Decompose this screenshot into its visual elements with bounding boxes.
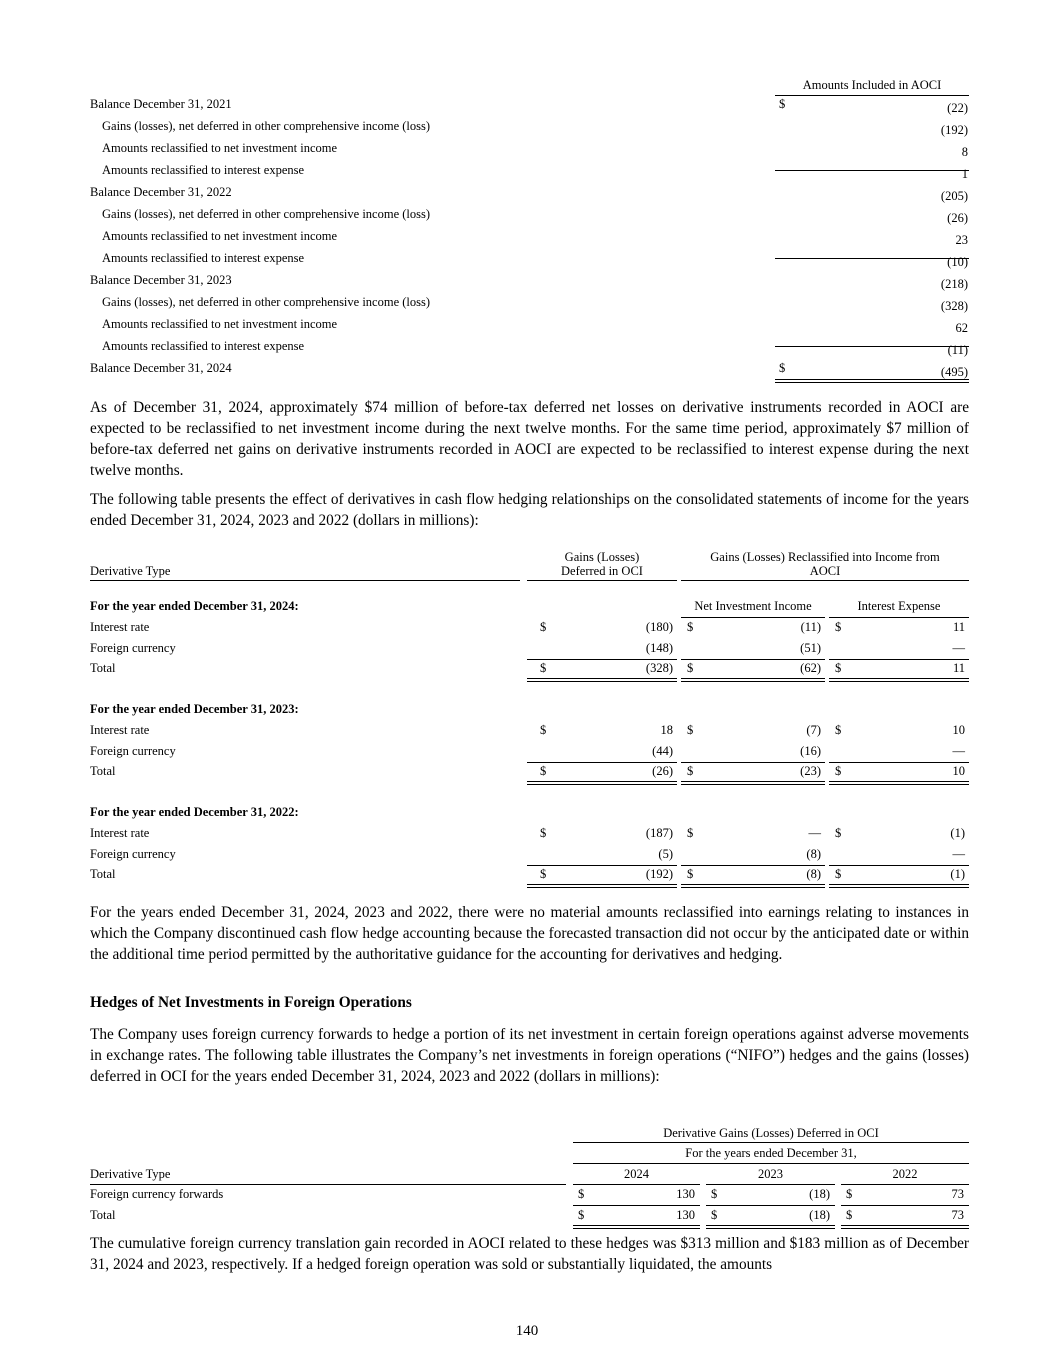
cell-value: (180) xyxy=(645,620,673,634)
row-label: Gains (losses), net deferred in other comprehensive income (loss) xyxy=(102,207,431,221)
row-value: 1 xyxy=(961,167,968,181)
row-label: Interest rate xyxy=(90,826,150,840)
aoci-header: Amounts Included in AOCI xyxy=(802,78,942,92)
row-label: Total xyxy=(90,764,116,778)
row-label: Balance December 31, 2023 xyxy=(90,273,232,287)
year-header: 2024 xyxy=(624,1167,649,1181)
divider xyxy=(681,617,825,618)
dollar-sign: $ xyxy=(779,97,786,111)
section-title: For the year ended December 31, 2024: xyxy=(90,599,299,613)
divider xyxy=(681,580,969,581)
subtotal-line xyxy=(775,170,969,171)
cell-value: (16) xyxy=(800,743,821,758)
subtotal-line xyxy=(775,346,969,347)
row-label: Interest rate xyxy=(90,620,150,634)
total-line xyxy=(681,865,825,866)
col-header: Gains (Losses) xyxy=(564,550,640,564)
divider xyxy=(90,580,520,581)
dollar-sign: $ xyxy=(540,826,547,840)
total-line xyxy=(841,1205,969,1206)
row-label: Amounts reclassified to interest expense xyxy=(102,163,305,177)
cell-value: 18 xyxy=(660,723,673,737)
dollar-sign: $ xyxy=(835,723,842,737)
cell-value: (192) xyxy=(645,867,673,881)
row-label: Gains (losses), net deferred in other comprehensive income (loss) xyxy=(102,119,431,133)
cell-value: (51) xyxy=(800,640,821,655)
dollar-sign: $ xyxy=(846,1187,853,1201)
dollar-sign: $ xyxy=(835,867,842,881)
cell-value: 130 xyxy=(676,1208,695,1222)
double-underline xyxy=(527,678,677,682)
cell-value: (44) xyxy=(652,743,673,758)
paragraph-cumulative: The cumulative foreign currency translation gain recorded in AOCI related to these hedges was $313 million and $183 million as of December 31, 2024 and 2023, respectively. If a hedged foreign operation was sold or substantially liquidated, the amounts xyxy=(90,1235,969,1273)
cell-value: (328) xyxy=(645,661,673,675)
section-heading: Hedges of Net Investments in Foreign Operations xyxy=(90,994,412,1011)
section-title: For the year ended December 31, 2022: xyxy=(90,805,299,819)
total-line xyxy=(527,762,677,763)
divider xyxy=(573,1184,700,1185)
dollar-sign: $ xyxy=(578,1208,585,1222)
col-header: Gains (Losses) Reclassified into Income from xyxy=(710,550,940,564)
row-value: (22) xyxy=(947,101,968,115)
row-value: (11) xyxy=(947,343,968,357)
row-label: Gains (losses), net deferred in other comprehensive income (loss) xyxy=(102,295,431,309)
dollar-sign: $ xyxy=(711,1187,718,1201)
row-label: Foreign currency xyxy=(90,640,176,655)
double-underline xyxy=(527,781,677,785)
row-label: Amounts reclassified to net investment income xyxy=(102,317,338,331)
subheader: Net Investment Income xyxy=(694,599,812,613)
row-value: (328) xyxy=(940,299,968,313)
paragraph-discontinued: For the years ended December 31, 2024, 2023 and 2022, there were no material amounts reclassified into earnings relating to instances in which the Company discontinued cash flow hedge accounting because the forecasted transaction did not occur by the anticipated date or within the additional time period permitted by the authoritative guidance for the accounting for derivatives and hedging. xyxy=(90,904,969,963)
dollar-sign: $ xyxy=(835,661,842,675)
cell-value: (18) xyxy=(809,1187,830,1201)
paragraph-aoci-reclass: As of December 31, 2024, approximately $74 million of before-tax deferred net losses on derivative instruments recorded in AOCI are expected to be reclassified to net investment income during the next twelve months. For the same time period, approximately $7 million of before-tax deferred net gains on derivative instruments recorded in AOCI are expected to be reclassified to interest expense during the next twelve months. xyxy=(90,399,969,479)
cell-value: (187) xyxy=(645,826,673,840)
dollar-sign: $ xyxy=(687,661,694,675)
cell-value: (8) xyxy=(806,867,821,881)
divider xyxy=(706,1184,835,1185)
row-label: Amounts reclassified to net investment income xyxy=(102,141,338,155)
row-label: Foreign currency xyxy=(90,743,176,758)
cell-value: (26) xyxy=(652,764,673,778)
row-label: Amounts reclassified to net investment income xyxy=(102,229,338,243)
cell-value: (62) xyxy=(800,661,821,675)
dollar-sign: $ xyxy=(540,661,547,675)
cell-value: 73 xyxy=(951,1187,964,1201)
row-value: (495) xyxy=(940,365,968,379)
cell-value: 10 xyxy=(952,723,965,737)
dollar-sign: $ xyxy=(687,867,694,881)
row-value: 8 xyxy=(961,145,968,159)
double-underline xyxy=(706,1225,835,1229)
table-header: Derivative Gains (Losses) Deferred in OCI xyxy=(663,1126,879,1140)
double-underline xyxy=(829,884,969,888)
cell-value: (11) xyxy=(800,620,821,634)
col-header: AOCI xyxy=(809,564,841,578)
dollar-sign: $ xyxy=(540,723,547,737)
double-underline xyxy=(841,1225,969,1229)
divider xyxy=(90,1184,566,1185)
row-label: Amounts reclassified to interest expense xyxy=(102,251,305,265)
double-underline xyxy=(775,379,969,383)
double-underline xyxy=(527,884,677,888)
row-value: (205) xyxy=(940,189,968,203)
paragraph-nifo-intro: The Company uses foreign currency forwards to hedge a portion of its net investment in certain foreign operations against adverse movements in exchange rates. The following table illustrates the Company’s net investments in foreign operations (“NIFO”) hedges and the gains (losses) deferred in OCI for the years ended December 31, 2024, 2023 and 2022 (dollars in millions): xyxy=(90,1026,969,1085)
cell-value: 10 xyxy=(952,764,965,778)
row-label: Foreign currency xyxy=(90,846,176,861)
total-line xyxy=(829,865,969,866)
cell-value: 11 xyxy=(952,620,965,634)
paragraph-cf-intro: The following table presents the effect of derivatives in cash flow hedging relationships on the consolidated statements of income for the years ended December 31, 2024, 2023 and 2022 (dollars in millions): xyxy=(90,491,969,529)
col-header: Deferred in OCI xyxy=(561,564,643,578)
row-label: Total xyxy=(90,867,116,881)
dollar-sign: $ xyxy=(835,764,842,778)
cell-value: 73 xyxy=(951,1208,964,1222)
row-value: (192) xyxy=(940,123,968,137)
row-value: 62 xyxy=(955,321,968,335)
total-line xyxy=(573,1205,700,1206)
total-line xyxy=(681,762,825,763)
cell-value: — xyxy=(952,846,965,861)
section-title: For the year ended December 31, 2023: xyxy=(90,702,299,716)
row-value: (26) xyxy=(947,211,968,225)
cell-value: (1) xyxy=(950,826,965,840)
page-number: 140 xyxy=(515,1323,539,1339)
row-label: Balance December 31, 2024 xyxy=(90,361,232,375)
col-header: Derivative Type xyxy=(90,564,171,578)
dollar-sign: $ xyxy=(540,764,547,778)
row-label: Amounts reclassified to interest expense xyxy=(102,339,305,353)
row-label: Interest rate xyxy=(90,723,150,737)
dollar-sign: $ xyxy=(835,620,842,634)
cell-value: — xyxy=(808,826,821,840)
total-line xyxy=(527,659,677,660)
total-line xyxy=(829,762,969,763)
row-label: Total xyxy=(90,661,116,675)
row-label: Foreign currency forwards xyxy=(90,1187,224,1201)
dollar-sign: $ xyxy=(687,723,694,737)
row-value: 23 xyxy=(955,233,968,247)
row-value: (218) xyxy=(940,277,968,291)
double-underline xyxy=(681,781,825,785)
divider xyxy=(527,580,677,581)
total-line xyxy=(681,659,825,660)
divider xyxy=(775,95,969,96)
dollar-sign: $ xyxy=(846,1208,853,1222)
cell-value: (7) xyxy=(806,723,821,737)
total-line xyxy=(527,865,677,866)
dollar-sign: $ xyxy=(540,867,547,881)
cell-value: (8) xyxy=(806,846,821,861)
total-line xyxy=(829,659,969,660)
double-underline xyxy=(573,1225,700,1229)
cell-value: (5) xyxy=(658,846,673,861)
cell-value: 130 xyxy=(676,1187,695,1201)
year-header: 2023 xyxy=(758,1167,783,1181)
dollar-sign: $ xyxy=(711,1208,718,1222)
cell-value: — xyxy=(952,743,965,758)
cell-value: (18) xyxy=(809,1208,830,1222)
cell-value: 11 xyxy=(952,661,965,675)
col-header: Derivative Type xyxy=(90,1167,171,1181)
dollar-sign: $ xyxy=(540,620,547,634)
total-line xyxy=(706,1205,835,1206)
row-label: Balance December 31, 2022 xyxy=(90,185,232,199)
dollar-sign: $ xyxy=(578,1187,585,1201)
dollar-sign: $ xyxy=(835,826,842,840)
cell-value: (1) xyxy=(950,867,965,881)
subheader: Interest Expense xyxy=(857,599,941,613)
cell-value: (148) xyxy=(645,640,673,655)
row-label: Balance December 31, 2021 xyxy=(90,97,232,111)
divider xyxy=(841,1184,969,1185)
double-underline xyxy=(681,678,825,682)
cell-value: — xyxy=(952,640,965,655)
dollar-sign: $ xyxy=(779,361,786,375)
double-underline xyxy=(681,884,825,888)
divider xyxy=(573,1142,969,1143)
double-underline xyxy=(829,678,969,682)
double-underline xyxy=(829,781,969,785)
dollar-sign: $ xyxy=(687,826,694,840)
subtotal-line xyxy=(775,258,969,259)
dollar-sign: $ xyxy=(687,764,694,778)
row-value: (10) xyxy=(947,255,968,269)
dollar-sign: $ xyxy=(687,620,694,634)
cell-value: (23) xyxy=(800,764,821,778)
year-header: 2022 xyxy=(892,1167,918,1181)
divider xyxy=(573,1163,969,1164)
divider xyxy=(829,617,969,618)
row-label: Total xyxy=(90,1208,116,1222)
table-subheader: For the years ended December 31, xyxy=(685,1146,857,1160)
